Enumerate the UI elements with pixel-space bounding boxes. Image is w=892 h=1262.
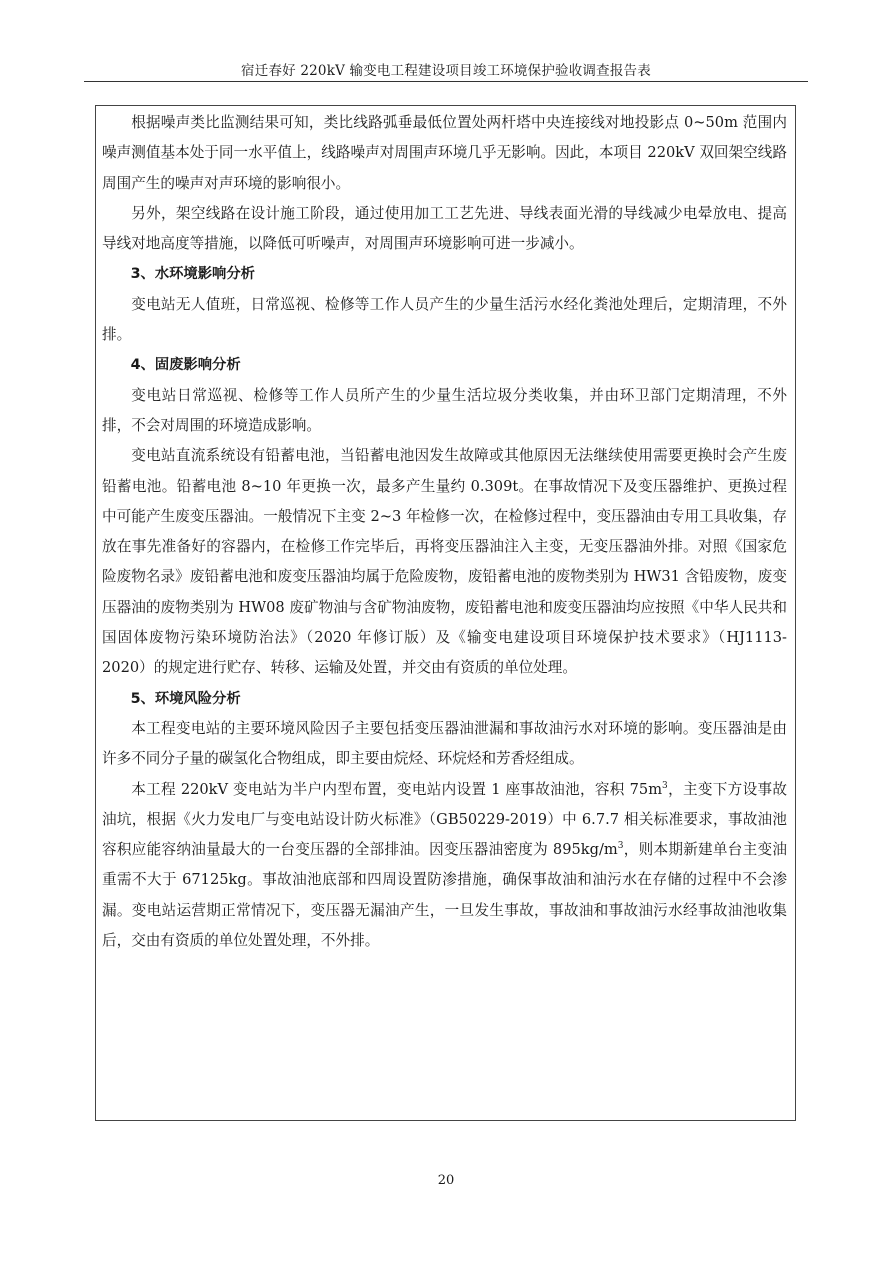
- report-body: [102, 106, 787, 956]
- oil-pool-text-part-2: ，主变下方设事故油坑，根据《火力发电厂与变电站设计防火标准》（GB50229-2019）中 6.7.7 相关标准要求，事故油池容积应能容纳油量最大的一台变压器的全部排油。因变压器油密度为 895kg/m: [102, 780, 787, 859]
- section-heading-solid-waste: 4、固废影响分析: [130, 357, 241, 374]
- superscript-cubic-1: 3: [662, 780, 668, 791]
- noise-mitigation-paragraph: 另外，架空线路在设计施工阶段，通过使用加工工艺先进、导线表面光滑的导线减少电晕放电、提高导线对地高度等措施，以降低可听噪声，对周围声环境影响可进一步减小。: [102, 204, 787, 253]
- domestic-waste-paragraph: 变电站日常巡视、检修等工作人员所产生的少量生活垃圾分类收集，并由环卫部门定期清理，不外排，不会对周围的环境造成影响。: [102, 386, 787, 434]
- page-header-title: 宿迁春好 220kV 输变电工程建设项目竣工环境保护验收调查报告表: [241, 63, 651, 79]
- report-content-frame: [95, 105, 796, 1121]
- superscript-cubic-2: 3: [617, 841, 624, 852]
- oil-pool-text-part-1: 本工程 220kV 变电站为半户内型布置，变电站内设置 1 座事故油池，容积 75m: [131, 780, 663, 798]
- header-divider: [84, 81, 808, 82]
- water-impact-paragraph: 变电站无人值班，日常巡视、检修等工作人员产生的少量生活污水经化粪池处理后，定期清理，不外排。: [102, 295, 787, 344]
- risk-factors-paragraph: 本工程变电站的主要环境风险因子主要包括变压器油泄漏和事故油污水对环境的影响。变压器油是由许多不同分子量的碳氢化合物组成，即主要由烷烃、环烷烃和芳香烃组成。: [102, 719, 787, 768]
- section-heading-environmental-risk: 5、环境风险分析: [130, 690, 241, 707]
- section-heading-water: 3、水环境影响分析: [130, 266, 255, 283]
- page-number: 20: [437, 1173, 455, 1188]
- hazardous-waste-paragraph: 变电站直流系统设有铅蓄电池，当铅蓄电池因发生故障或其他原因无法继续使用需要更换时会产生废铅蓄电池。铅蓄电池 8~10 年更换一次，最多产生量约 0.309t。在事故情况下及变压器维护、更换过程中可能产生废变压器油。一般情况下主变 2~3 年检修一次，在检修过程中，变压器油由专用工具收集，存放在事先准备好的容器内，在检修工作完毕后，再将变压器油注入主变，无变压器油外排。对照《国家危险废物名录》废铅蓄电池和废变压器油均属于危险废物，废铅蓄电池的废物类别为 HW31 含铅废物，废变压器油的废物类别为 HW08 废矿物油与含矿物油废物，废铅蓄电池和废变压器油均应按照《中华人民共和国固体废物污染环境防治法》（2020 年修订版）及《输变电建设项目环境保护技术要求》（HJ1113-2020）的规定进行贮存、转移、运输及处置，并交由有资质的单位处理。: [102, 447, 787, 677]
- noise-conclusion-paragraph: 根据噪声类比监测结果可知，类比线路弧垂最低位置处两杆塔中央连接线对地投影点 0~50m 范围内噪声测值基本处于同一水平值上，线路噪声对周围声环境几乎无影响。因此，本项目 220kV 双回架空线路周围产生的噪声对声环境的影响很小。: [102, 114, 787, 192]
- accident-oil-pool-paragraph: [102, 775, 787, 957]
- oil-pool-text-part-3: ，则本期新建单台主变油重需不大于 67125kg。事故油池底部和四周设置防渗措施，确保事故油和油污水在存储的过程中不会渗漏。变电站运营期正常情况下，变压器无漏油产生，一旦发生事故，事故油和事故油污水经事故油池收集后，交由有资质的单位处置处理，不外排。: [102, 841, 787, 950]
